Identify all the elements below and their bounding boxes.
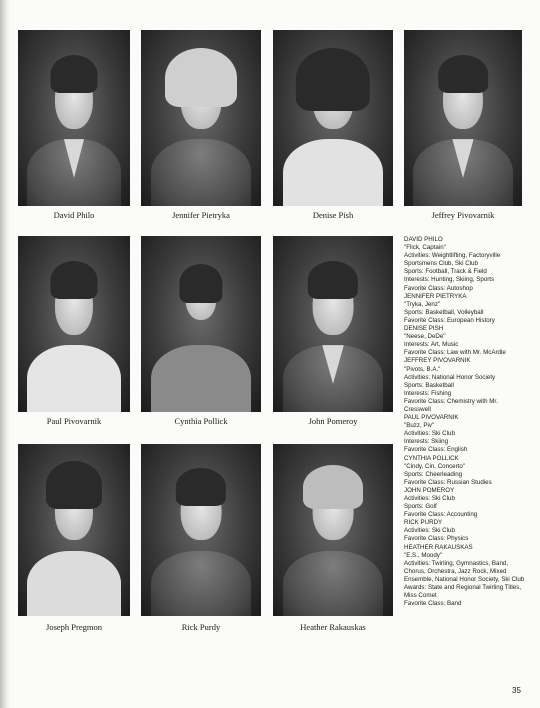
portrait-photo-joseph-pregmon	[18, 444, 130, 616]
student-bios	[404, 236, 526, 608]
bio-line: Interests: Skiing	[404, 438, 449, 446]
bio-name: PAUL PIVOVARNIK	[404, 414, 459, 422]
bio-line: Sports: Golf	[404, 503, 437, 511]
portrait-caption: Denise Pish	[312, 210, 354, 220]
bio-jeffrey-pivovarnik	[404, 357, 526, 414]
bio-line: "Pivots, B.A."	[404, 365, 441, 373]
bio-cynthia-pollick	[404, 455, 526, 487]
bio-line: "Buzz, Piv"	[404, 422, 435, 430]
bio-line: Favorite Class: Physics	[404, 535, 469, 543]
portrait-photo-denise-pish	[273, 30, 393, 206]
bio-name: DENISE PISH	[404, 325, 444, 333]
bio-name: JOHN POMEROY	[404, 486, 455, 494]
bio-name: JENNIFER PIETRYKA	[404, 292, 467, 300]
bio-name: HEATHER RAKAUSKAS	[404, 543, 473, 551]
bio-name: DAVID PHILO	[404, 236, 443, 243]
portrait-caption: John Pomeroy	[308, 416, 358, 426]
bio-name: JEFFREY PIVOVARNIK	[404, 357, 471, 365]
bio-name: CYNTHIA POLLICK	[404, 454, 459, 462]
bio-line: Sports: Basketball, Volleyball	[404, 308, 484, 316]
bio-line: Favorite Class: Law with Mr. McArdle	[404, 349, 506, 357]
bio-line: Activities: Weightlifting, Factoryville Sportsmens Club, Ski Club	[404, 252, 501, 268]
portrait-photo-paul-pivovarnik	[18, 236, 130, 412]
bio-line: Favorite Class: Autoshop	[404, 284, 473, 292]
bio-john-pomeroy	[404, 487, 526, 519]
portrait-photo-cynthia-pollick	[141, 236, 261, 412]
bio-line: "Flick, Captain"	[404, 244, 446, 252]
portrait-caption: Paul Pivovarnik	[46, 416, 102, 426]
bio-line: "Neese, DeDe"	[404, 333, 446, 341]
bio-line: Activities: National Honor Society	[404, 373, 496, 381]
portrait-caption: Heather Rakauskas	[300, 622, 366, 632]
page-binding-shadow	[0, 0, 10, 708]
bio-rick-purdy	[404, 519, 526, 543]
bio-line: Favorite Class: Chemistry with Mr. Cresswell	[404, 397, 498, 413]
bio-line: Activities: Twirling, Gymnastics, Band, Chorus, Orchestra, Jazz Rock, Mixed Ensemble, National Honor Society, Ski Club	[404, 559, 525, 583]
portrait-caption: Joseph Pregmon	[46, 622, 102, 632]
bio-line: Sports: Basketball	[404, 381, 454, 389]
bio-line: Favorite Class: Band	[404, 600, 462, 608]
portrait-photo-heather-rakauskas	[273, 444, 393, 616]
bio-line: "Tryka, Jenz"	[404, 300, 441, 308]
bio-name: RICK PURDY	[404, 519, 443, 527]
bio-denise-pish	[404, 325, 526, 357]
bio-line: Sports: Football, Track & Field	[404, 268, 487, 276]
portrait-photo-jeffrey-pivovarnik	[404, 30, 522, 206]
bio-david-philo	[404, 236, 526, 293]
bio-line: Awards: State and Regional Twirling Titles, Miss Comet	[404, 584, 522, 600]
portrait-caption: Cynthia Pollick	[174, 416, 228, 426]
bio-line: Favorite Class: English	[404, 446, 468, 454]
bio-line: Activities: Ski Club	[404, 430, 455, 438]
page-number: 35	[512, 686, 521, 695]
portrait-caption: Jennifer Pietryka	[172, 210, 230, 220]
bio-line: Favorite Class: European History	[404, 316, 495, 324]
portrait-photo-david-philo	[18, 30, 130, 206]
portrait-caption: Jeffrey Pivovarnik	[431, 210, 495, 220]
portrait-caption: David Philo	[53, 210, 95, 220]
portrait-photo-jennifer-pietryka	[141, 30, 261, 206]
bio-jennifer-pietryka	[404, 293, 526, 325]
portrait-photo-john-pomeroy	[273, 236, 393, 412]
bio-line: Interests: Hunting, Skiing, Sports	[404, 276, 495, 284]
bio-line: Interests: Fishing	[404, 389, 452, 397]
bio-line: Sports: Cheerleading	[404, 470, 463, 478]
bio-line: Interests: Art, Music	[404, 341, 459, 349]
portrait-photo-rick-purdy	[141, 444, 261, 616]
bio-line: Favorite Class: Accounting	[404, 511, 478, 519]
portrait-caption: Rick Purdy	[181, 622, 221, 632]
bio-heather-rakauskas	[404, 544, 526, 609]
bio-line: Activities: Ski Club	[404, 527, 455, 535]
bio-line: Activities: Ski Club	[404, 495, 455, 502]
bio-line: Favorite Class: Russian Studies	[404, 478, 492, 486]
bio-paul-pivovarnik	[404, 414, 526, 454]
bio-line: "E.S., Moody"	[404, 551, 443, 559]
bio-line: "Cindy, Cin, Concerto"	[404, 462, 466, 470]
